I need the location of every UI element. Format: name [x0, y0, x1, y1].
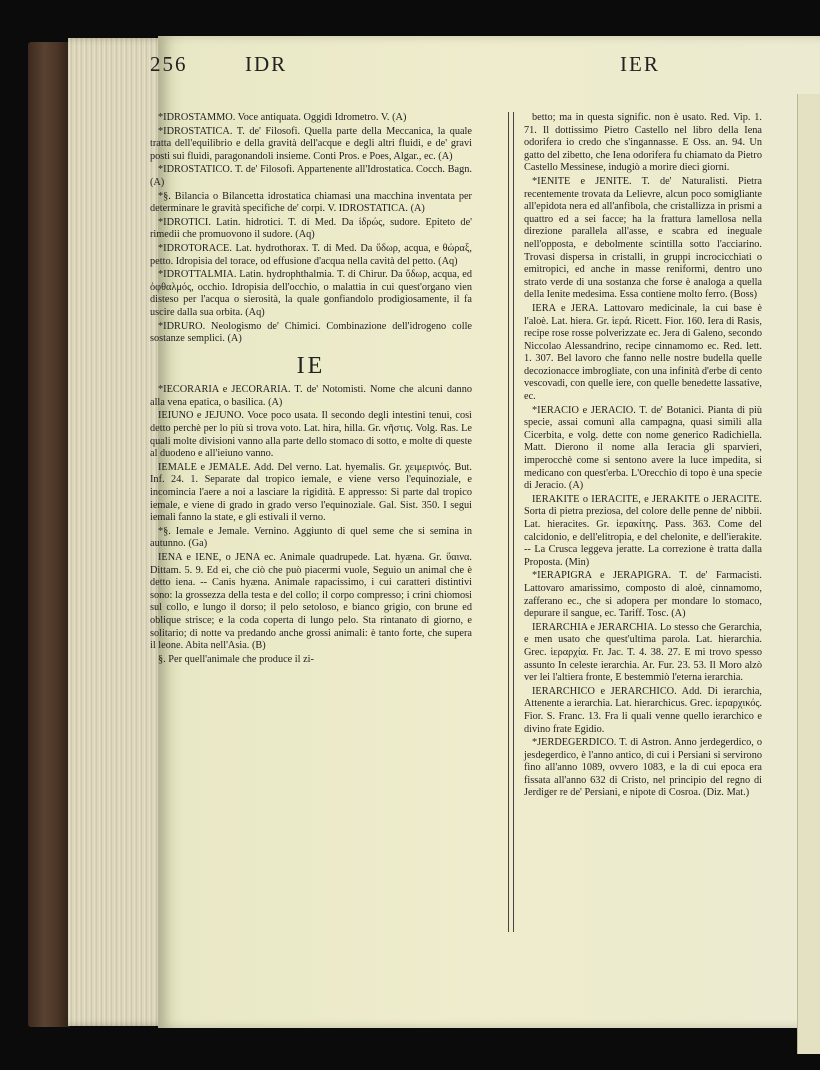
dictionary-entry: IERARCHICO e JERARCHICO. Add. Di ierarchia, Attenente a ierarchia. Lat. hierarchicus. Grec. ἱεραρχικός. Fior. S. Franc. 13. Fra li quali venne quello ierarchico e divino frate Egidio. — [524, 685, 762, 735]
dictionary-entry: *§. Iemale e Jemale. Vernino. Aggiunto di quel seme che si semina in autunno. (Ga) — [150, 525, 472, 550]
dictionary-entry: *§. Bilancia o Bilancetta idrostatica chiamasi una macchina inventata per determinare le gravità specifiche de' corpi. V. IDROSTATICA. (A) — [150, 190, 472, 215]
dictionary-entry: §. Per quell'animale che produce il zi- — [158, 653, 314, 665]
dictionary-entry: *IDROSTATICO. T. de' Filosofi. Appartenente all'Idrostatica. Cocch. Bagn. (A) — [150, 164, 472, 188]
dictionary-entry: *IDROSTAMMO. Voce antiquata. Oggidì Idrometro. V. (A) — [158, 112, 407, 123]
dictionary-entry: *IECORARIA e JECORARIA. T. de' Notomisti. Nome che alcuni danno alla vena epatica, o basilica. (A) — [150, 384, 472, 408]
dictionary-entry: IEMALE e JEMALE. Add. Del verno. Lat. hyemalis. Gr. χειμερινός. But. Inf. 24. 1. Separate dal tropico iemale, e viene verso l'equinoziale, e incominciа l'aere a noi a lasciare la rigidità. E appresso: Si parte dal tropico iemale, e viene di grado in grado verso l'equinoziale. Gal. Sist. 350. I segui iemali fanno la state, e gli estivali il verno. — [150, 461, 472, 524]
dictionary-entry: IERA e JERA. Lattovaro medicinale, la cui base è l'aloè. Lat. hiera. Gr. ἱερά. Ricett. Fior. 160. Iera di Rasis, recipe rose rosse polverizzate ec. Jera di Galeno, secondo Niccolao Alessandrino, recipe cinnamomo ec. Red. lett. 1. 307. Bel lavoro che fanno nelle nostre budella quelle decozionacce imbrogliate, con una infinità d'erbe di cento vescovadi, con quelle iere, con quelle benedette lassative, ec. — [524, 302, 763, 403]
dictionary-entry: *IDROTTALMIA. Latin. hydrophthalmia. T. di Chirur. Da ὕδωρ, acqua, ed ὀφθαλμός, occhio. Idropisia dell'occhio, o malattia in cui quest'organo vien disteso per l'acqua o sierosità, la quale gonfiandolo prodigiosamente, il fa uscire dalla sua orbita. (Aq) — [150, 269, 472, 318]
dictionary-entry: *IDROTORACE. Lat. hydrothorax. T. di Med. Da ὕδωρ, acqua, e θώραξ, petto. Idropisia del torace, od effusione d'acqua nella cavità del petto. (Aq) — [150, 242, 472, 267]
book-cover-spine — [28, 42, 70, 1027]
dictionary-entry: *JERDEGERDICO. T. di Astron. Anno jerdegerdico, o jesdegerdico, è l'anno antico, di cui i Persiani si servirono fino all'anno 1089, ovvero 1083, e la di cui epoca era fissata all'anno 632 di Cristo, nel principio del regno di Jerdiger re de' Persiani, e nipote di Cosroa. (Diz. Mat.) — [524, 737, 762, 799]
dictionary-entry: *IDROSTATICA. T. de' Filosofi. Quella parte della Meccanica, la quale tratta dell'equilibrio e della gravità dell'acque e degli altri fluidi, e de' gravi posti sui fluidi, paragonandoli insieme. Conti Pros. e Poes, Algar., ec. (A) — [150, 125, 472, 162]
section-heading: IE — [296, 352, 326, 379]
right-running-head: IER — [620, 52, 660, 76]
right-column — [524, 112, 762, 801]
left-running-head: IDR — [245, 52, 288, 76]
page-number: 256 — [150, 52, 188, 76]
dictionary-entry: *IDRURO. Neologismo de' Chimici. Combinazione dell'idrogeno colle sostanze semplici. (A) — [150, 320, 472, 345]
dictionary-entry: *IERAPIGRA e JERAPIGRA. T. de' Farmacisti. Lattovaro amarissimo, composto di aloè, cinnamomo, zafferano ec., che si adopera per mondare lo stomaco, depurare il sangue, ec. Tariff. Tosc. (A) — [524, 570, 762, 620]
dictionary-entry: IEIUNO e JEJUNO. Voce poco usata. Il secondo degli intestini tenui, così detto perchè per lo più si trova voto. Lat. hira, hilla. Gr. νῆστις. Volg. Ras. Le quali molte divisioni vanno alla parte dello stomaco di sotto, e molte di queste al duodeno e all'ieiuno vanno. — [150, 410, 472, 460]
dictionary-entry: betto; ma in questa signific. non è usato. Red. Vip. 1. 71. Il dottissimo Pietro Castello nel libro della Iena odorifera io credo che s'ingannasse. E Oss. an. 94. Un gatto del zibetto, che Iena odorifera fu chiamato da Pietro Castello Messinese, indugiò a morire dieci giorni. — [524, 112, 762, 174]
left-column — [150, 112, 472, 667]
dictionary-entry: *IDROTICI. Latin. hidrotici. T. di Med. Da ἱδρώς, sudore. Epiteto de' rimedii che promuovono il sudore. (Aq) — [150, 216, 472, 241]
running-header — [150, 52, 780, 76]
dictionary-entry: IERARCHIA e JERARCHIA. Lo stesso che Gerarchia, e men usato che quest'ultima parola. Lat. hierarchia. Grec. ἱεραρχία. Fr. Jac. T. 4. 38. 27. E mi trovo spesso assunto In celeste ierarchia. Ar. Fur. 23. 53. Il Moro alzò ver lei l'altiera fronte, E bestemmiò l'eterna ierarchia. — [524, 621, 762, 684]
next-page-edge — [797, 94, 820, 1054]
dictionary-entry: IERAKITE o IERACITE, e JERAKITE o JERACITE. Sorta di pietra preziosa, del colore delle penne de' nibbii. Lat. hieracites. Gr. ἱερακίτης. Pass. 363. Come del calcidonio, e dell'elitropia, e del chelonite, e dell'ierakite. -- La Crusca leggeva jeratte. La correzione è tratta dalla Proposta. (Min) — [524, 493, 762, 568]
dictionary-entry: IENA e IENE, o JENA ec. Animale quadrupede. Lat. hyæna. Gr. ὕαινα. Dittam. 5. 9. Ed ei, che ciò che può piacermi vuole, Seguìo un animal che è detto iena. -- Canis hyæna. Animale rapacissimo, i cui caratteri distintivi sono: la grossezza della testa e del collo; il corpo compresso; i crini chiomosi sul collo, e lungo il dorso; il pelo setoloso, e bianco grigio, con brune ed oblique strisce; e la coda coperta di lungo pelo. Sta rintanato di giorno, e solitario; di notte va predando anche grossi animali: è tanto forte, che supera il leone. Abita nell'Asia. (B) — [150, 552, 472, 652]
column-divider — [508, 112, 514, 932]
dictionary-entry: *IENITE e JENITE. T. de' Naturalisti. Pietra recentemente trovata da Lelievre, alcun poco somigliante all'epidota nera ed all'anfibola, che cristallizza in prismi a quattro ed a sei facce; ha la frattura lamellosa nella direzione parallela all'asse, e scabra ed ineguale nell'opposta, e debolmente scintilla sotto l'acciarino. Trovasi dispersa in cristalli, in gruppi incrocicchiati o emitropici, ed anche in masse reniformi, dentro uno strato verde di una sostanza che forse è analoga a quella della Ienite medesima. Essa contiene molto ferro. (Boss) — [524, 175, 762, 301]
dictionary-entry: *IERACIO e JERACIO. T. de' Botanici. Pianta di più specie, assai comuni alla campagna, quasi simili alla Cicerbita, e volg. dette con nome generico Radichiella. Matt. Dierono il nome alla Ieracia gli sparvieri, imperocchè come si sentono avere la luce impedita, si medicano con quest'erba. L'Orecchio di topo è una specie di Jeracio. (A) — [524, 404, 762, 492]
